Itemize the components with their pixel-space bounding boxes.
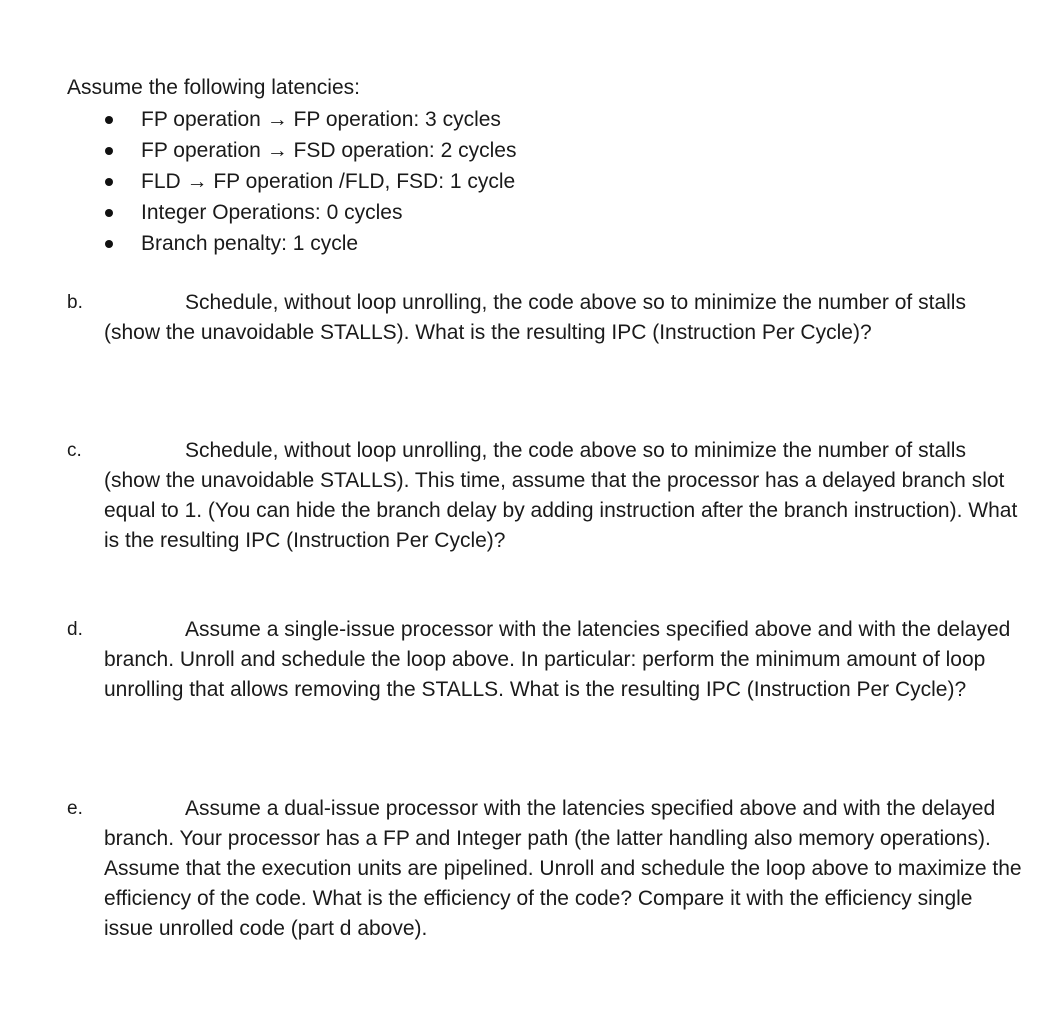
list-item [104,166,516,197]
question-text: Schedule, without loop unrolling, the code above so to minimize the number of stalls (show the unavoidable STALLS). What is the resulting IPC (Instruction Per Cycle)? [104,291,966,344]
question-marker: d. [67,619,83,640]
latencies-heading: Assume the following latencies: [67,76,360,99]
bullet-icon [105,209,113,217]
bullet-icon [105,116,113,124]
question-marker: e. [67,798,83,819]
question-text: Schedule, without loop unrolling, the code above so to minimize the number of stalls (show the unavoidable STALLS). This time, assume that the processor has a delayed branch slot equal to 1. (You can hide the branch delay by adding instruction after the branch instruction). What is the resulting IPC (Instruction Per Cycle)? [104,439,1018,552]
list-item [104,135,516,166]
latency-text: Branch penalty: 1 cycle [141,232,359,255]
question-marker: c. [67,440,82,461]
bullet-icon [105,240,113,248]
question-text: Assume a dual-issue processor with the latencies specified above and with the delayed branch. Your processor has a FP and Integer path (the latter handling also memory operations). Assume that the execution units are pipelined. Unroll and schedule the loop above to maximize the efficiency of the code. What is the efficiency of the code? Compare it with the efficiency single issue unrolled code (part d above). [104,797,1022,940]
latency-text: FP operation → FP operation: 3 cycles [141,108,501,131]
list-item [104,104,516,135]
question-text: Assume a single-issue processor with the latencies specified above and with the delayed branch. Unroll and schedule the loop above. In particular: perform the minimum amount of loop unrolling that allows removing the STALLS. What is the resulting IPC (Instruction Per Cycle)? [104,618,1011,701]
list-item [104,197,516,228]
latency-text: FLD → FP operation /FLD, FSD: 1 cycle [141,170,516,193]
latency-text: Integer Operations: 0 cycles [141,201,403,224]
bullet-icon [105,147,113,155]
bullet-icon [105,178,113,186]
list-item [104,228,516,259]
latency-list [104,104,516,259]
question-marker: b. [67,292,83,313]
latency-text: FP operation → FSD operation: 2 cycles [141,139,517,162]
